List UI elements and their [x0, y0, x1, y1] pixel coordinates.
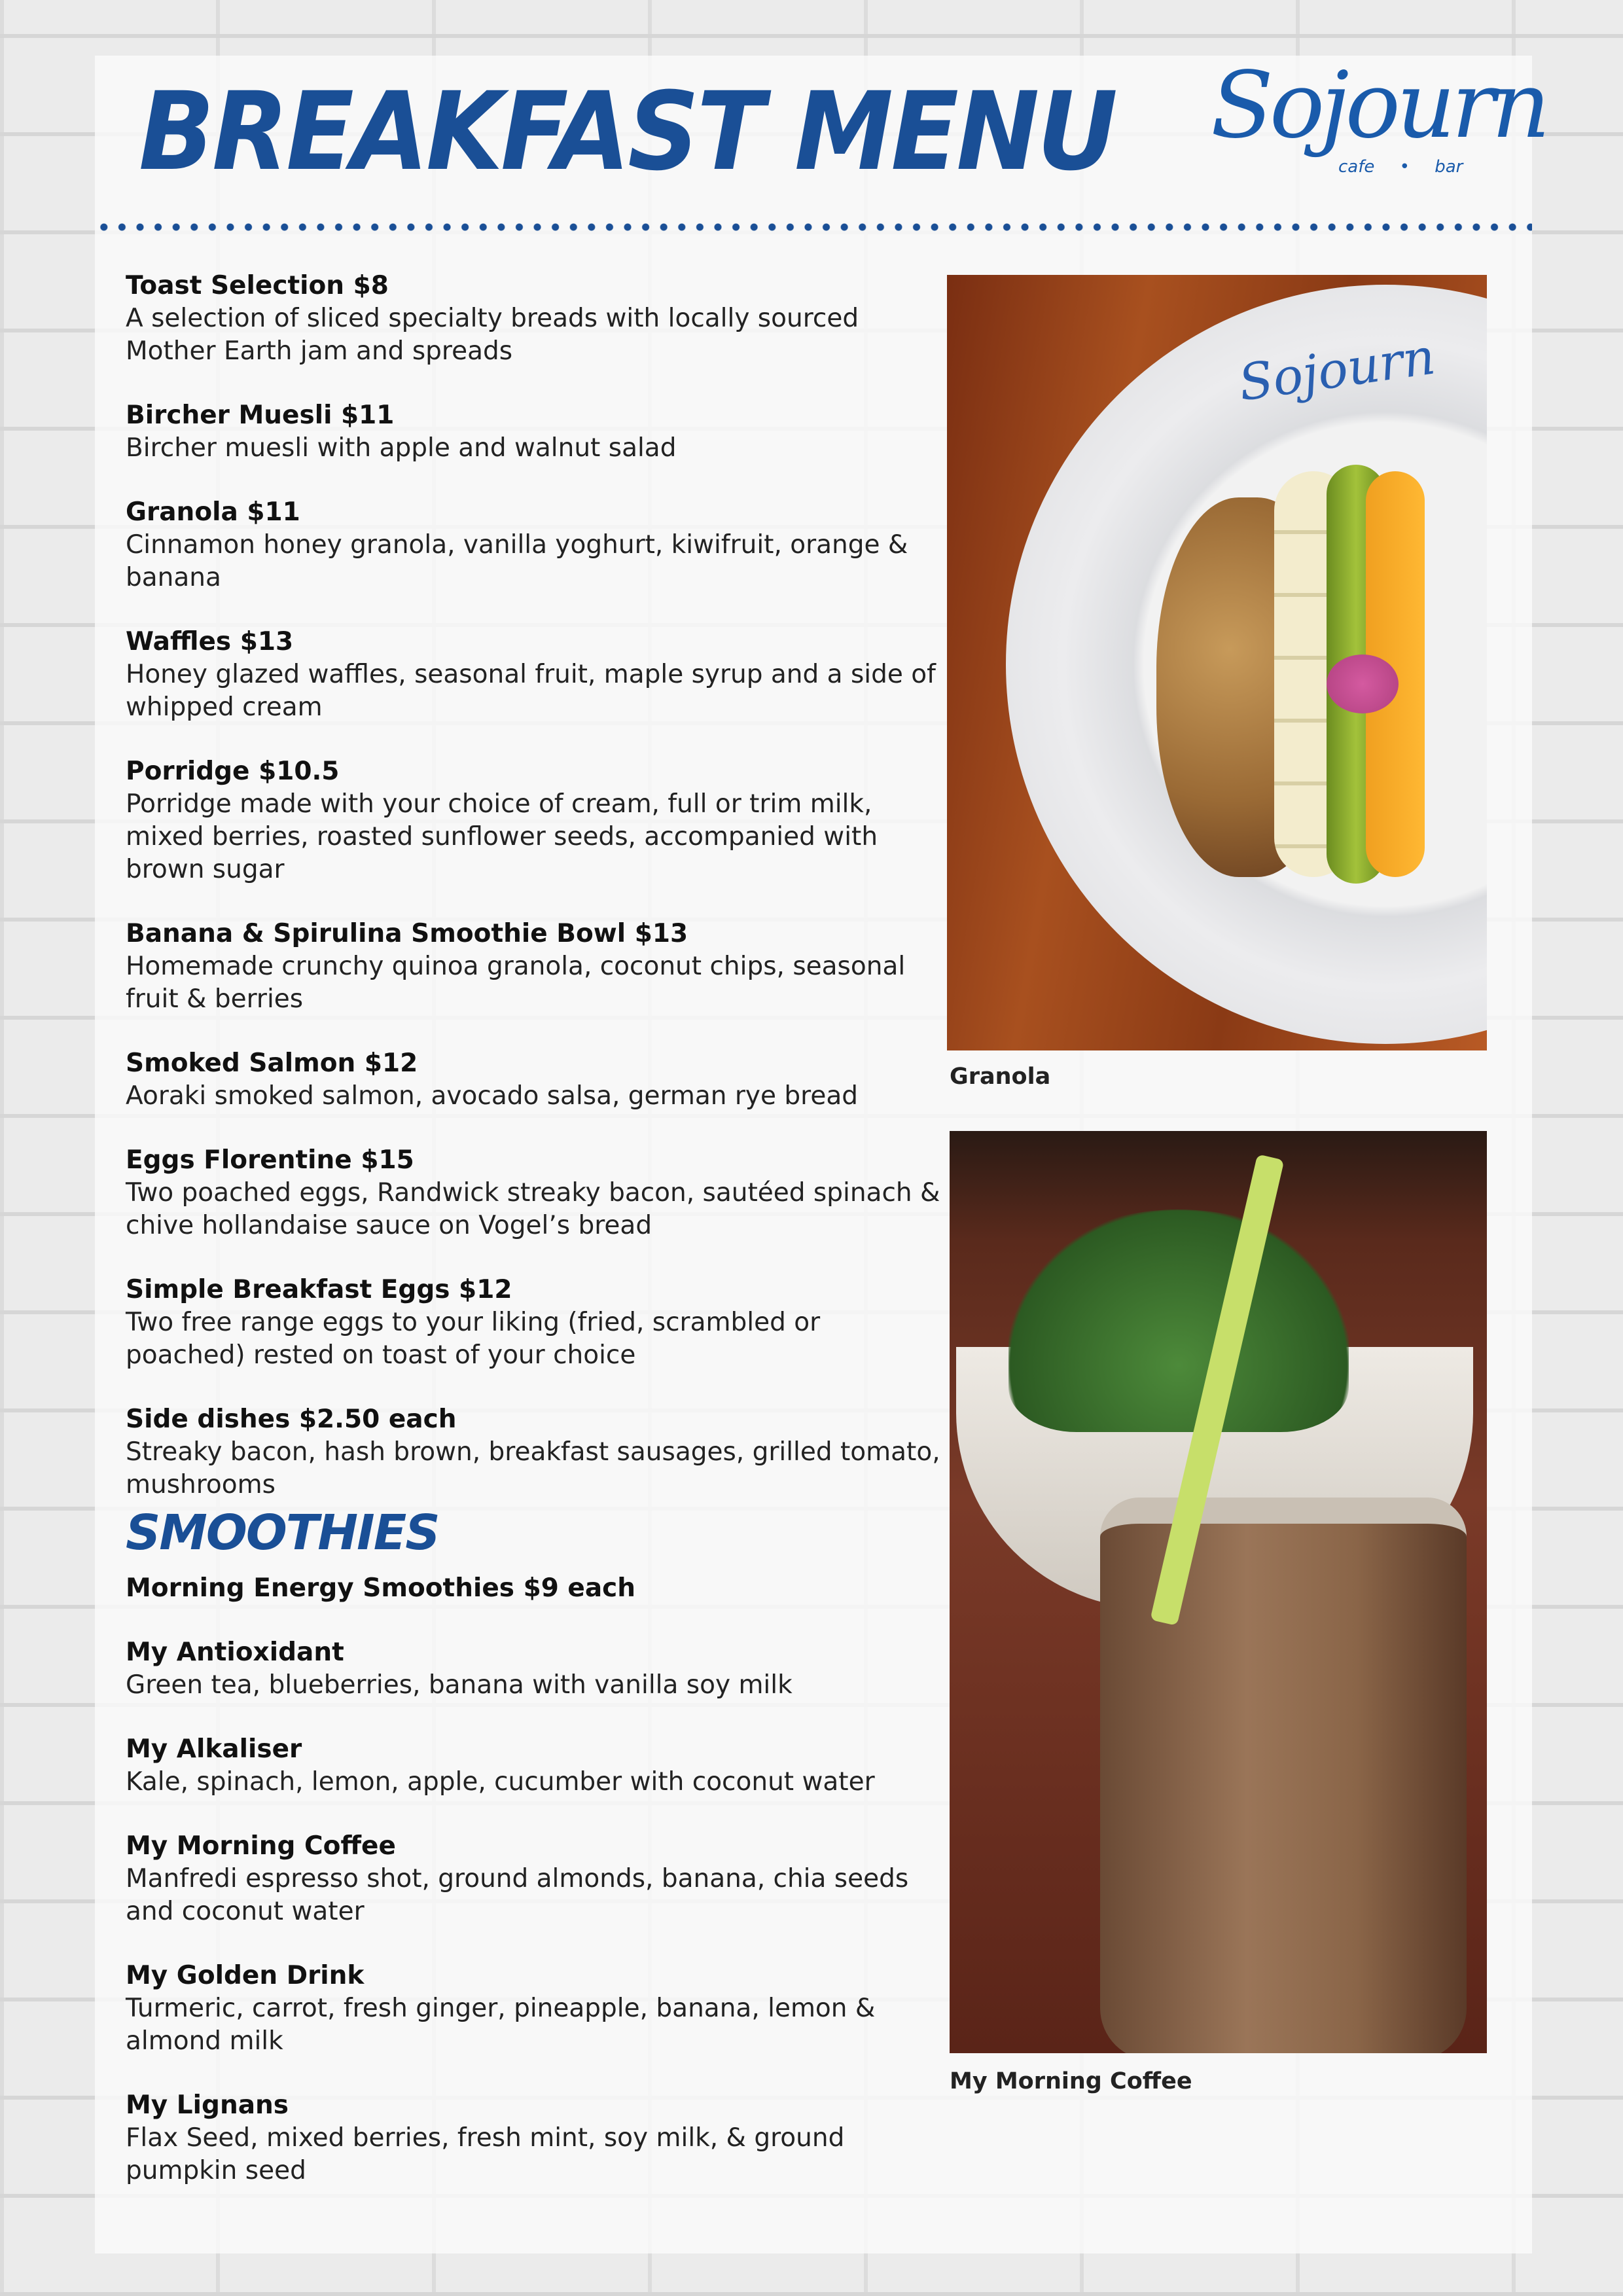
coffee-caption: My Morning Coffee: [950, 2068, 1192, 2094]
menu-item: [126, 1733, 944, 1799]
menu-item-name: Eggs Florentine $15: [126, 1145, 414, 1175]
menu-item-description: Two free range eggs to your liking (fried, scrambled or poached) rested on toast of your choice: [126, 1308, 821, 1370]
granola-caption: Granola: [950, 1064, 1051, 1090]
menu-item-description: Streaky bacon, hash brown, breakfast sausages, grilled tomato, mushrooms: [126, 1437, 940, 1499]
menu-item-name: My Alkaliser: [126, 1734, 302, 1764]
menu-item-description: Manfredi espresso shot, ground almonds, banana, chia seeds and coconut water: [126, 1864, 909, 1926]
menu-item-description: Kale, spinach, lemon, apple, cucumber with coconut water: [126, 1767, 875, 1797]
menu-item-description: Bircher muesli with apple and walnut salad: [126, 433, 677, 463]
succulent: [1008, 1210, 1349, 1432]
menu-item-name: Side dishes $2.50 each: [126, 1405, 457, 1434]
menu-item-name: Smoked Salmon $12: [126, 1049, 418, 1078]
menu-item: [126, 1830, 944, 1928]
menu-item-name: My Golden Drink: [126, 1961, 365, 1990]
menu-item: [126, 626, 944, 724]
page-title: BREAKFAST MENU: [139, 69, 1116, 194]
menu-item-description: Two poached eggs, Randwick streaky bacon, sautéed spinach & chive hollandaise sauce on Vogel’s bread: [126, 1178, 940, 1240]
menu-item-description: Homemade crunchy quinoa granola, coconut chips, seasonal fruit & berries: [126, 952, 906, 1014]
menu-item-name: Porridge $10.5: [126, 757, 340, 786]
menu-item: [126, 1144, 944, 1242]
menu-item-name: Granola $11: [126, 497, 300, 527]
menu-item-description: Honey glazed waffles, seasonal fruit, maple syrup and a side of whipped cream: [126, 660, 936, 722]
menu-item-name: Simple Breakfast Eggs $12: [126, 1275, 512, 1304]
menu-list: [126, 270, 944, 2219]
menu-item-description: Flax Seed, mixed berries, fresh mint, soy milk, & ground pumpkin seed: [126, 2123, 845, 2185]
menu-item-name: Toast Selection $8: [126, 271, 389, 300]
menu-item-name: Bircher Muesli $11: [126, 401, 395, 430]
menu-item-name: Waffles $13: [126, 627, 294, 656]
smoothies-heading: SMOOTHIES: [126, 1505, 439, 1561]
logo-subtitle: cafe • bar: [1338, 157, 1463, 177]
sojourn-logo: [1204, 52, 1547, 183]
menu-item-description: Cinnamon honey granola, vanilla yoghurt, kiwifruit, orange & banana: [126, 530, 908, 592]
granola-photo: [947, 275, 1487, 1050]
menu-item-description: Porridge made with your choice of cream, full or trim milk, mixed berries, roasted sunflower seeds, accompanied with brown sugar: [126, 789, 878, 884]
menu-item: [126, 1274, 944, 1372]
dotted-divider: [95, 223, 1532, 232]
menu-item: [126, 1047, 944, 1113]
menu-item-description: A selection of sliced specialty breads with locally sourced Mother Earth jam and spreads: [126, 304, 859, 366]
menu-item: [126, 755, 944, 886]
coffee-smoothie-photo: [950, 1131, 1487, 2053]
menu-item: [126, 918, 944, 1016]
menu-item: [126, 270, 944, 368]
menu-item: [126, 496, 944, 594]
menu-item-name: My Lignans: [126, 2090, 289, 2120]
smoothies-intro: Morning Energy Smoothies $9 each: [126, 1573, 636, 1603]
plate-logo: Sojourn: [1235, 327, 1439, 412]
menu-item: [126, 1960, 944, 2058]
flower: [1327, 655, 1399, 713]
menu-item: [126, 1636, 944, 1702]
menu-item: [126, 399, 944, 465]
menu-item-name: My Morning Coffee: [126, 1831, 396, 1861]
menu-item-name: My Antioxidant: [126, 1638, 344, 1667]
menu-item-name: Banana & Spirulina Smoothie Bowl $13: [126, 919, 688, 948]
menu-item-description: Turmeric, carrot, fresh ginger, pineapple, banana, lemon & almond milk: [126, 1994, 876, 2056]
menu-item-description: Green tea, blueberries, banana with vanilla soy milk: [126, 1670, 793, 1700]
menu-item: [126, 2089, 944, 2187]
menu-item: [126, 1403, 944, 1501]
menu-item-description: Aoraki smoked salmon, avocado salsa, german rye bread: [126, 1081, 858, 1111]
jar: [1100, 1498, 1467, 2053]
logo-name: Sojourn: [1211, 52, 1547, 159]
